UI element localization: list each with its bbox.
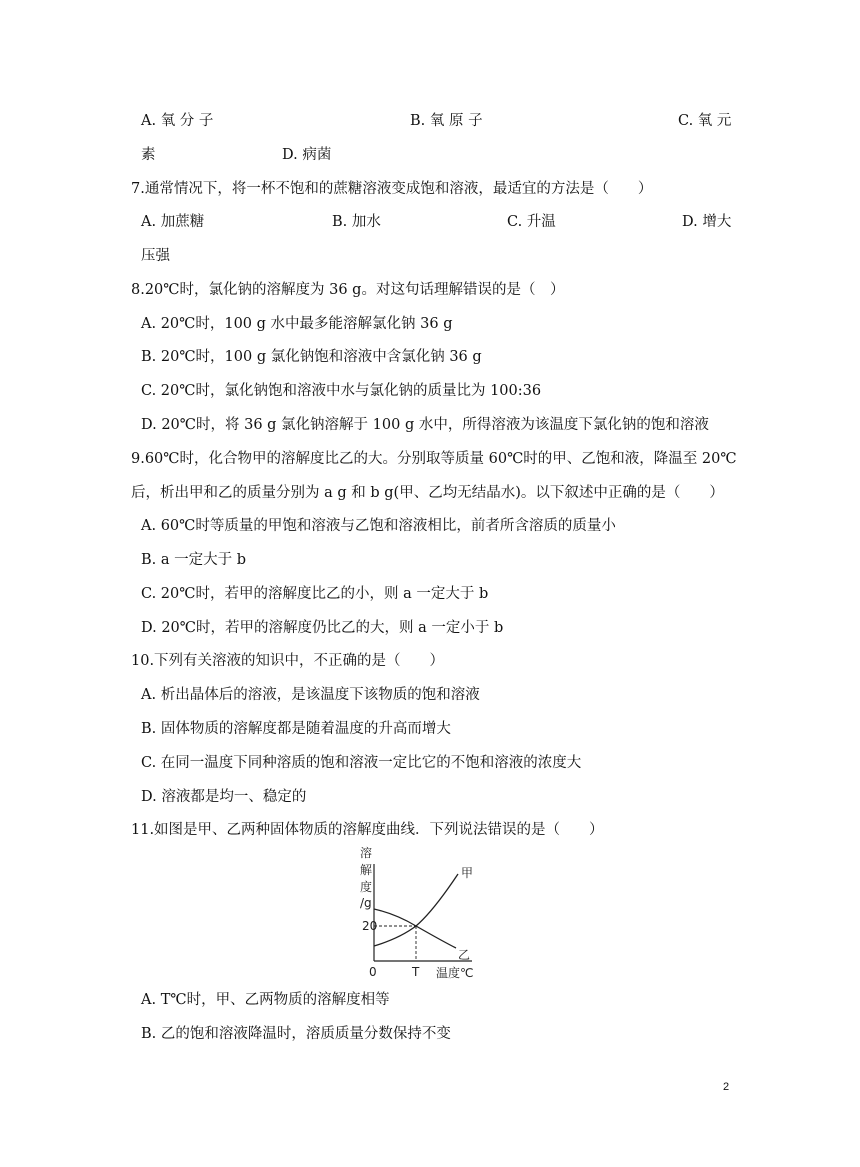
- q8-option-d: D. 20℃时，将 36 g 氯化钠溶解于 100 g 水中，所得溶液为该温度下氯化钠的饱和溶液: [141, 417, 709, 433]
- x-tick-T: T: [412, 965, 420, 979]
- q7-stem: 7.通常情况下，将一杯不饱和的蔗糖溶液变成饱和溶液，最适宜的方法是（ ）: [131, 181, 653, 197]
- q10-option-b: B. 固体物质的溶解度都是随着温度的升高而增大: [141, 721, 451, 737]
- curve-jia: [374, 874, 458, 946]
- y-axis-label-char-4: /g: [360, 896, 372, 910]
- q6-option-d: D. 病菌: [282, 147, 332, 163]
- x-axis-label: 温度℃: [436, 966, 474, 980]
- q8-option-c: C. 20℃时，氯化钠饱和溶液中水与氯化钠的质量比为 100:36: [141, 383, 542, 399]
- q7-option-b: B. 加水: [332, 214, 381, 230]
- page-number: 2: [723, 1081, 730, 1093]
- q9-stem-line1: 9.60℃时，化合物甲的溶解度比乙的大。分别取等质量 60℃时的甲、乙饱和液，降温至 20℃: [131, 451, 737, 467]
- q10-option-c: C. 在同一温度下同种溶质的饱和溶液一定比它的不饱和溶液的浓度大: [141, 755, 582, 771]
- q10-option-a: A. 析出晶体后的溶液，是该温度下该物质的饱和溶液: [141, 687, 480, 703]
- q9-stem-line2: 后，析出甲和乙的质量分别为 a g 和 b g(甲、乙均无结晶水)。以下叙述中正确的是（ ）: [131, 485, 724, 501]
- q11-option-b: B. 乙的饱和溶液降温时，溶质质量分数保持不变: [141, 1026, 451, 1042]
- q10-option-d: D. 溶液都是均一、稳定的: [141, 789, 307, 805]
- q6-option-c-continued: 素: [141, 147, 156, 163]
- solubility-curve-figure: [344, 840, 484, 982]
- q7-option-d-continued: 压强: [141, 248, 170, 264]
- y-axis-label-char-2: 解: [360, 863, 373, 877]
- q9-option-d: D. 20℃时，若甲的溶解度仍比乙的大，则 a 一定小于 b: [141, 620, 504, 636]
- q11-option-a: A. T℃时，甲、乙两物质的溶解度相等: [141, 992, 390, 1008]
- q6-option-b: B. 氧 原 子: [410, 113, 483, 129]
- q9-option-a: A. 60℃时等质量的甲饱和溶液与乙饱和溶液相比，前者所含溶质的质量小: [141, 518, 616, 534]
- q6-option-a: A. 氧 分 子: [141, 113, 214, 129]
- q11-stem: 11.如图是甲、乙两种固体物质的溶解度曲线．下列说法错误的是（ ）: [131, 822, 604, 838]
- curve-yi-label: 乙: [458, 948, 471, 962]
- q7-option-d: D. 增大: [682, 214, 732, 230]
- y-axis-label-char-1: 溶: [360, 846, 373, 860]
- q8-stem: 8.20℃时，氯化钠的溶解度为 36 g。对这句话理解错误的是（ ）: [131, 282, 565, 298]
- q7-option-c: C. 升温: [507, 214, 556, 230]
- curve-jia-label: 甲: [461, 866, 474, 880]
- q7-option-a: A. 加蔗糖: [141, 214, 205, 230]
- q8-option-b: B. 20℃时，100 g 氯化钠饱和溶液中含氯化钠 36 g: [141, 349, 482, 365]
- y-axis-label-char-3: 度: [360, 880, 373, 894]
- q8-option-a: A. 20℃时，100 g 水中最多能溶解氯化钠 36 g: [141, 316, 453, 332]
- origin-label: 0: [369, 965, 377, 979]
- q6-option-c: C. 氧 元: [678, 113, 732, 129]
- y-tick-20: 20: [362, 919, 378, 933]
- q10-stem: 10.下列有关溶液的知识中，不正确的是（ ）: [131, 653, 445, 669]
- q9-option-c: C. 20℃时，若甲的溶解度比乙的小，则 a 一定大于 b: [141, 586, 489, 602]
- q9-option-b: B. a 一定大于 b: [141, 552, 247, 568]
